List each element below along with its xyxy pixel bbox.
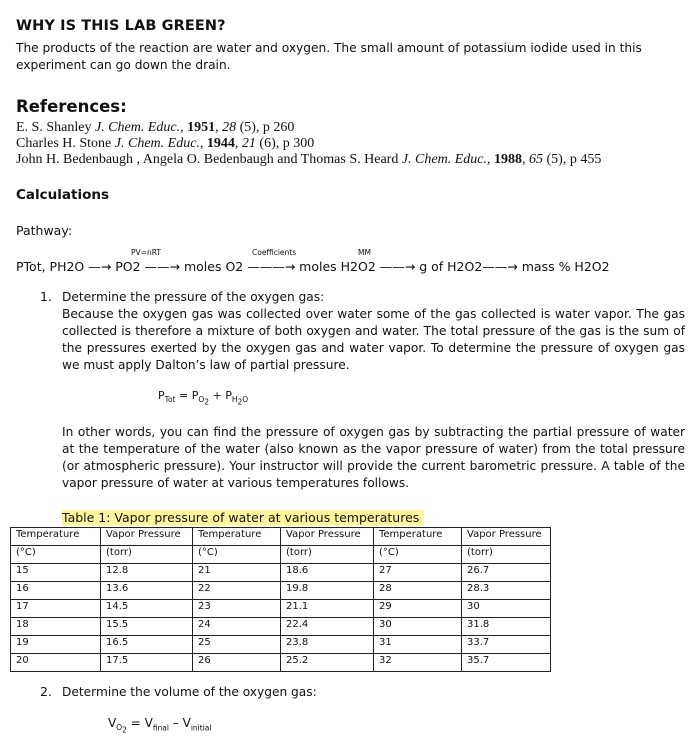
step1-body: Because the oxygen gas was collected over water some of the gas collected is water vapor. The gas collected is therefore a mixture of both oxygen and water. The total pressure of the gas is the sum of the pressures exerted by the oxygen gas and water vapor. To determine the pressure of oxygen gas we must apply Dalton’s law of partial pressure. bbox=[62, 307, 685, 372]
table-cell: 18.6 bbox=[281, 564, 374, 582]
table-cell: 28 bbox=[374, 582, 462, 600]
table-cell: 19.8 bbox=[281, 582, 374, 600]
table-cell: 32 bbox=[374, 654, 462, 672]
table-cell: 30 bbox=[462, 600, 551, 618]
table-cell: 19 bbox=[11, 636, 101, 654]
reference-3 bbox=[16, 152, 601, 168]
table-cell: 25.2 bbox=[281, 654, 374, 672]
step2-heading: Determine the volume of the oxygen gas: bbox=[62, 685, 317, 699]
step-number: 2. bbox=[40, 684, 52, 699]
table-header: Temperature bbox=[193, 528, 281, 546]
table-row bbox=[11, 654, 551, 672]
table-cell: 15 bbox=[11, 564, 101, 582]
step-number: 1. bbox=[40, 289, 52, 304]
table-cell: 33.7 bbox=[462, 636, 551, 654]
table-cell: 14.5 bbox=[101, 600, 193, 618]
reference-volume: 65 bbox=[529, 152, 543, 167]
table-cell: 23 bbox=[193, 600, 281, 618]
path-arrow: ——→ bbox=[482, 259, 522, 274]
table-cell: 13.6 bbox=[101, 582, 193, 600]
eq-symbol: = P bbox=[175, 389, 199, 402]
reference-rest: (6), p 300 bbox=[255, 136, 315, 151]
eq-sub: initial bbox=[190, 723, 212, 733]
annotation-pvnrt: PV=nRT bbox=[131, 248, 161, 257]
table-cell: 26 bbox=[193, 654, 281, 672]
pathway-chain bbox=[16, 259, 610, 274]
reference-journal: J. Chem. Educ. bbox=[401, 152, 487, 167]
table-cell: 31 bbox=[374, 636, 462, 654]
reference-sep: , bbox=[522, 152, 529, 167]
path-arrow: —→ bbox=[84, 259, 116, 274]
path-step: g of H2O2 bbox=[419, 259, 483, 274]
path-step: mass % H2O2 bbox=[521, 259, 610, 274]
table-cell: 26.7 bbox=[462, 564, 551, 582]
table-cell: 22.4 bbox=[281, 618, 374, 636]
eq-symbol: = V bbox=[126, 716, 153, 730]
reference-year: 1988 bbox=[494, 152, 522, 167]
path-step: PO2 bbox=[115, 259, 141, 274]
table-cell: 22 bbox=[193, 582, 281, 600]
annotation-mm: MM bbox=[358, 248, 371, 257]
table-cell: 31.8 bbox=[462, 618, 551, 636]
reference-volume: 21 bbox=[241, 136, 256, 151]
table-unit: (torr) bbox=[101, 546, 193, 564]
table-cell: 25 bbox=[193, 636, 281, 654]
table-header: Vapor Pressure bbox=[281, 528, 374, 546]
table-cell: 15.5 bbox=[101, 618, 193, 636]
table-cell: 29 bbox=[374, 600, 462, 618]
step1-body2: In other words, you can find the pressure of oxygen gas by subtracting the partial pressure of water at the temperature of the water (also known as the vapor pressure of water) from the total pressure (or atmospheric pressure). Your instructor will provide the current barometric pressure. A table of the vapor pressure of water at various temperatures follows. bbox=[62, 425, 685, 490]
table-cell: 20 bbox=[11, 654, 101, 672]
table-cell: 16 bbox=[11, 582, 101, 600]
table-cell: 16.5 bbox=[101, 636, 193, 654]
table-header: Temperature bbox=[374, 528, 462, 546]
path-step: moles O2 bbox=[183, 259, 244, 274]
pathway-label: Pathway: bbox=[16, 223, 73, 238]
path-step: moles H2O2 bbox=[299, 259, 376, 274]
reference-2 bbox=[16, 136, 314, 152]
table-row bbox=[11, 618, 551, 636]
eq-sub: O2 bbox=[198, 395, 210, 407]
table-row bbox=[11, 582, 551, 600]
eq-symbol: – V bbox=[168, 716, 191, 730]
volume-equation bbox=[108, 716, 211, 735]
calculations-heading: Calculations bbox=[16, 187, 109, 203]
dalton-equation bbox=[158, 389, 248, 407]
reference-year: 1944 bbox=[206, 136, 235, 151]
path-step: PTot, PH2O bbox=[16, 259, 85, 274]
annotation-coefficients: Coefficients bbox=[252, 248, 297, 257]
eq-sub: Tot bbox=[164, 395, 176, 405]
eq-symbol: + P bbox=[209, 389, 232, 402]
reference-authors: Charles H. Stone bbox=[16, 136, 115, 151]
eq-sub: O2 bbox=[116, 723, 127, 735]
reference-sep: , bbox=[199, 136, 207, 151]
reference-sep: , bbox=[180, 120, 188, 135]
table-cell: 35.7 bbox=[462, 654, 551, 672]
table-header: Temperature bbox=[11, 528, 101, 546]
table-cell: 12.8 bbox=[101, 564, 193, 582]
reference-sep: , bbox=[215, 120, 223, 135]
table-unit: (°C) bbox=[193, 546, 281, 564]
reference-sep: , bbox=[487, 152, 494, 167]
eq-symbol: P bbox=[158, 389, 165, 402]
step1-heading: Determine the pressure of the oxygen gas: bbox=[62, 290, 325, 304]
table-caption: Table 1: Vapor pressure of water at various temperatures bbox=[62, 510, 423, 525]
reference-1 bbox=[16, 120, 294, 136]
table-cell: 17 bbox=[11, 600, 101, 618]
reference-authors: John H. Bedenbaugh , Angela O. Bedenbaugh and Thomas S. Heard bbox=[16, 152, 402, 167]
table-cell: 23.8 bbox=[281, 636, 374, 654]
eq-sub: H2O bbox=[231, 395, 249, 407]
reference-rest: (5), p 260 bbox=[236, 120, 295, 135]
table-cell: 28.3 bbox=[462, 582, 551, 600]
table-unit: (torr) bbox=[281, 546, 374, 564]
reference-rest: (5), p 455 bbox=[543, 152, 602, 167]
table-header-row bbox=[11, 528, 551, 546]
table-cell: 18 bbox=[11, 618, 101, 636]
table-row bbox=[11, 636, 551, 654]
table-cell: 21 bbox=[193, 564, 281, 582]
reference-sep: , bbox=[234, 136, 242, 151]
table-cell: 27 bbox=[374, 564, 462, 582]
reference-authors: E. S. Shanley bbox=[16, 120, 95, 135]
reference-year: 1951 bbox=[187, 120, 216, 135]
table-unit: (torr) bbox=[462, 546, 551, 564]
reference-journal: J. Chem. Educ. bbox=[94, 120, 181, 135]
eq-sub: final bbox=[152, 723, 169, 733]
table-unit: (°C) bbox=[374, 546, 462, 564]
path-arrow: ———→ bbox=[243, 259, 300, 274]
table-unit: (°C) bbox=[11, 546, 101, 564]
path-arrow: ——→ bbox=[375, 259, 420, 274]
eq-symbol: V bbox=[108, 716, 117, 730]
reference-journal: J. Chem. Educ. bbox=[114, 136, 200, 151]
table-units-row bbox=[11, 546, 551, 564]
vapor-pressure-table bbox=[10, 527, 551, 672]
table-cell: 17.5 bbox=[101, 654, 193, 672]
table-cell: 30 bbox=[374, 618, 462, 636]
references-heading: References: bbox=[16, 97, 127, 116]
table-cell: 21.1 bbox=[281, 600, 374, 618]
table-row bbox=[11, 600, 551, 618]
green-paragraph: The products of the reaction are water and oxygen. The small amount of potassium iodide used in this experiment can go down the drain. bbox=[16, 41, 642, 72]
table-cell: 24 bbox=[193, 618, 281, 636]
path-arrow: ——→ bbox=[140, 259, 184, 274]
table-row bbox=[11, 564, 551, 582]
table-header: Vapor Pressure bbox=[462, 528, 551, 546]
table-header: Vapor Pressure bbox=[101, 528, 193, 546]
green-heading: WHY IS THIS LAB GREEN? bbox=[16, 18, 226, 34]
reference-volume: 28 bbox=[222, 120, 237, 135]
